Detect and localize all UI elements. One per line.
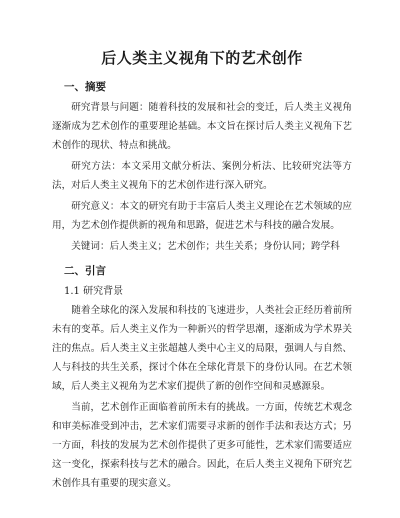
document-title: 后人类主义视角下的艺术创作 [101,49,303,67]
abstract-significance-paragraph: 研究意义：本文的研究有助于丰富后人类主义理论在艺术领域的应用，为艺术创作提供新的视角和思路，促进艺术与科技的融合发展。 [52,201,352,231]
abstract-method-paragraph: 研究方法：本文采用文献分析法、案例分析法、比较研究法等方法，对后人类主义视角下的艺术创作进行深入研究。 [52,161,352,191]
abstract-background-paragraph: 研究背景与问题：随着科技的发展和社会的变迁，后人类主义视角逐渐成为艺术创作的重要理论基础。本文旨在探讨后人类主义视角下艺术创作的现状、特点和挑战。 [52,102,352,151]
keywords-line: 关键词：后人类主义；艺术创作；共生关系；身份认同；跨学科 [71,241,340,252]
abstract-heading: 一、摘要 [64,81,106,93]
intro-heading: 二、引言 [64,265,106,277]
intro-paragraph-2: 当前，艺术创作正面临着前所未有的挑战。一方面，传统艺术观念和审美标准受到冲击，艺术家们需要寻求新的创作手法和表达方式；另一方面，科技的发展为艺术创作提供了更多可能性，艺术家们需要适应这一变化，探索科技与艺术的融合。因此，在后人类主义视角下研究艺术创作具有重要的现实意义。 [52,402,352,489]
research-background-subheading: 1.1 研究背景 [64,286,124,297]
intro-paragraph-1: 随着全球化的深入发展和科技的飞速进步，人类社会正经历着前所未有的变革。后人类主义作为一种新兴的哲学思潮，逐渐成为学术界关注的焦点。后人类主义主张超越人类中心主义的局限，强调人与自然、人与科技的共生关系，探讨个体在全球化背景下的身份认同。在艺术领域，后人类主义视角为艺术家们提供了新的创作空间和灵感源泉。 [52,305,352,392]
